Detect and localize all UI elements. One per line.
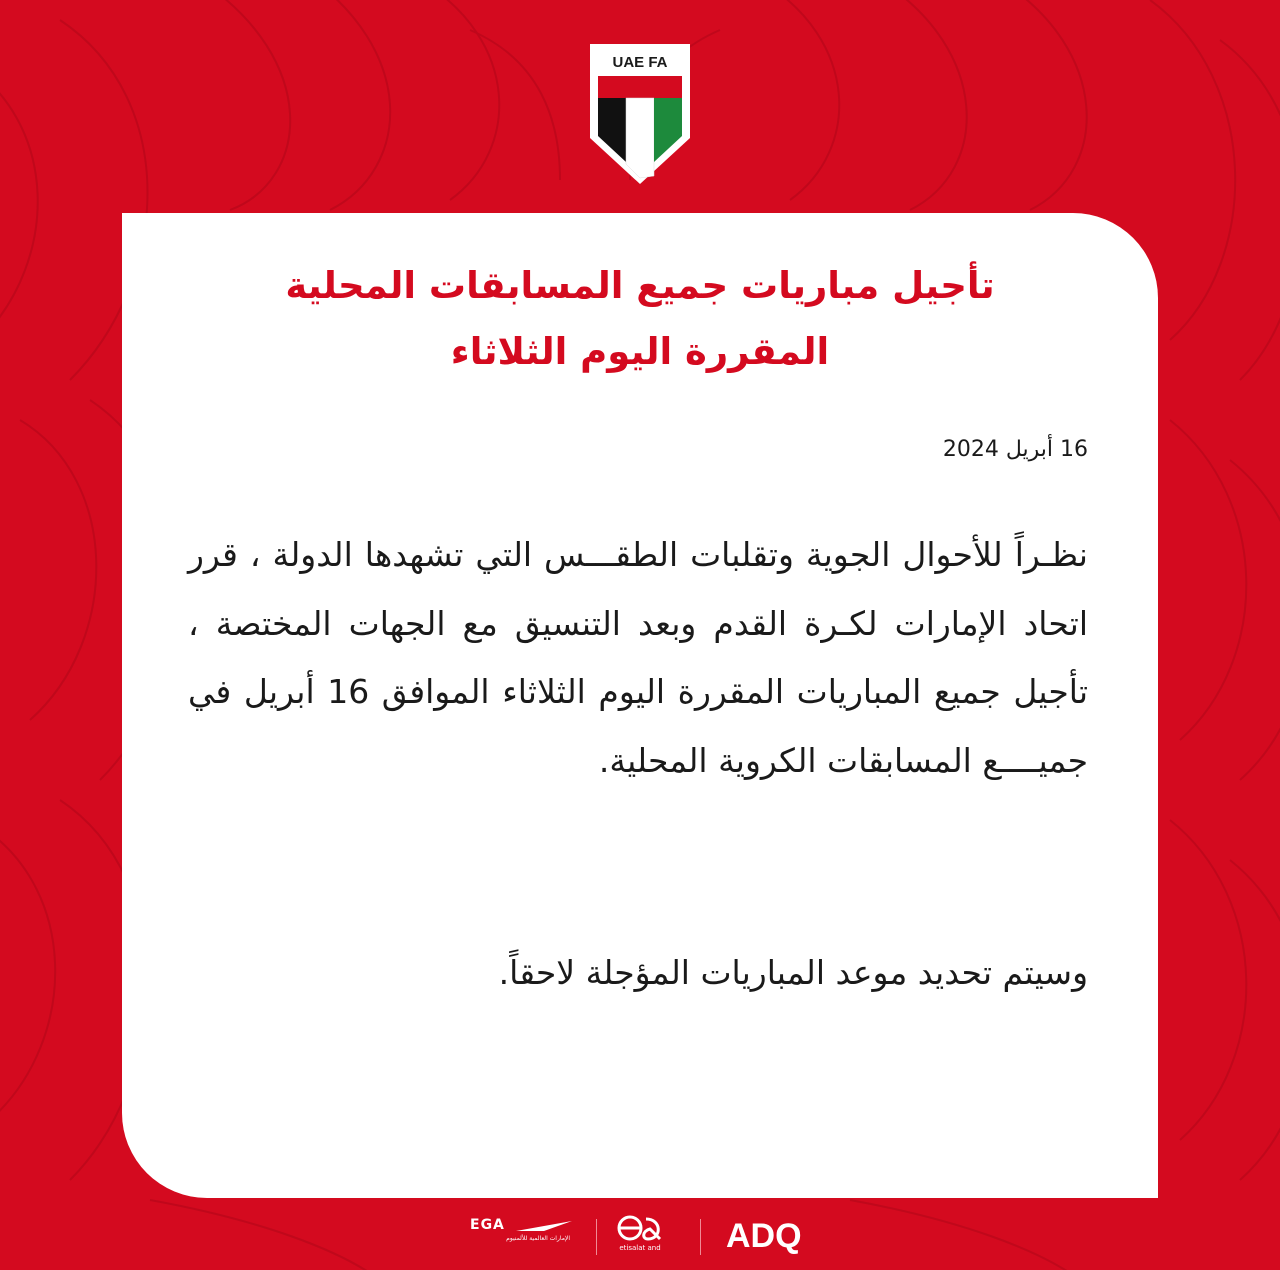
eand-caption: etisalat and <box>619 1244 661 1252</box>
announcement-date: 16 أبريل 2024 <box>942 437 1088 462</box>
sponsor-divider <box>700 1219 701 1255</box>
adq-logo <box>724 1213 814 1257</box>
eand-mark-icon <box>612 1213 668 1243</box>
title-line-2: المقررة اليوم الثلاثاء <box>450 330 830 373</box>
announcement-closing: وسيتم تحديد موعد المباريات المؤجلة لاحقاً. <box>498 953 1088 992</box>
adq-wordmark <box>724 1213 814 1257</box>
ega-name: EGA <box>470 1217 505 1233</box>
logo-text: UAE FA <box>612 54 668 71</box>
uae-fa-shield-logo <box>588 42 692 186</box>
sponsor-bar <box>0 1205 1280 1265</box>
ega-subtitle: الإمارات العالمية للألمنيوم <box>506 1235 570 1242</box>
ega-logo <box>470 1213 580 1257</box>
adq-name: ADQ <box>726 1217 802 1255</box>
announcement-card <box>122 213 1158 1198</box>
announcement-body: نظـراً للأحوال الجوية وتقلبات الطقـــس التي تشهدها الدولة ، قرر اتحاد الإمارات لكـرة القدم وبعد التنسيق مع الجهات المختصة ، تأجيل جميع المباريات المقررة اليوم الثلاثاء الموافق 16 أبريل في جميــــع المسابقات الكروية المحلية. <box>188 535 1088 780</box>
title-line-1: تأجيل مباريات جميع المسابقات المحلية <box>285 264 995 307</box>
eand-logo <box>612 1213 672 1257</box>
announcement-title <box>162 253 1118 385</box>
sponsor-divider <box>596 1219 597 1255</box>
ega-wing-icon <box>514 1219 574 1233</box>
